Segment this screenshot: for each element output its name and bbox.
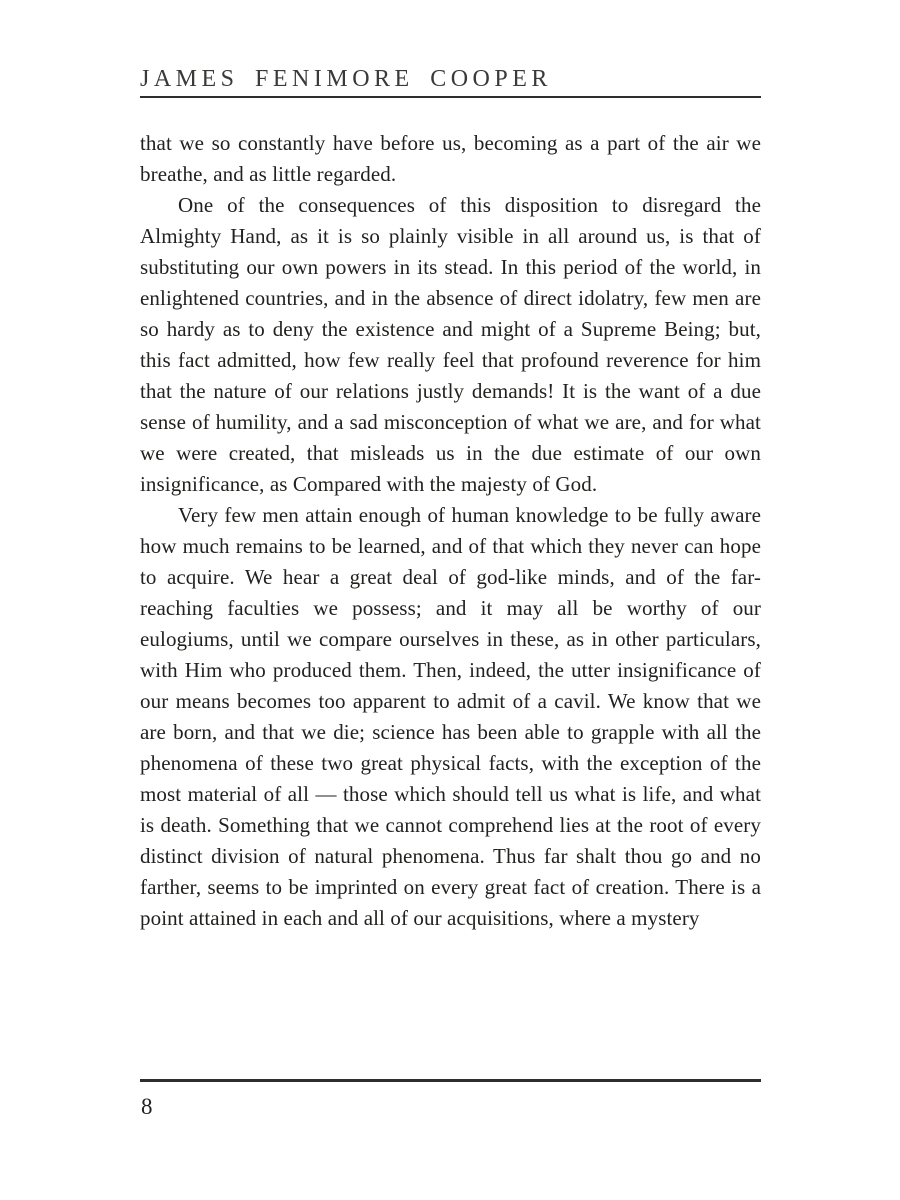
page-number: 8 <box>141 1094 153 1119</box>
header-rule <box>140 96 761 98</box>
paragraph: Very few men attain enough of human knowledge to be fully aware how much remains to be learned, and of that which they never can hope to acquire. We hear a great deal of god-like minds, and of the far-reaching faculties we possess; and it may all be worthy of our eulogiums, until we compare ourselves in these, as in other particulars, with Him who produced them. Then, indeed, the utter insignificance of our means becomes too apparent to admit of a cavil. We know that we are born, and that we die; science has been able to grapple with all the phenomena of these two great physical facts, with the exception of the most material of all — those which should tell us what is life, and what is death. Something that we cannot comprehend lies at the root of every distinct division of natural phenomena. Thus far shalt thou go and no farther, seems to be imprinted on every great fact of creation. There is a point attained in each and all of our acquisitions, where a mystery <box>140 503 761 930</box>
body-text <box>140 128 761 934</box>
header-title: JAMES FENIMORE COOPER <box>140 66 552 92</box>
paragraph: One of the consequences of this disposition to disregard the Almighty Hand, as it is so plainly visible in all around us, is that of substituting our own powers in its stead. In this period of the world, in enlightened countries, and in the absence of direct idolatry, few men are so hardy as to deny the existence and might of a Supreme Being; but, this fact admitted, how few really feel that profound reverence for him that the nature of our relations justly demands! It is the want of a due sense of humility, and a sad misconception of what we are, and for what we were created, that misleads us in the due estimate of our own insignificance, as Compared with the majesty of God. <box>140 193 761 496</box>
running-header <box>140 66 761 92</box>
footer-rule <box>140 1079 761 1082</box>
paragraph: that we so constantly have before us, becoming as a part of the air we breathe, and as little regarded. <box>140 131 761 186</box>
